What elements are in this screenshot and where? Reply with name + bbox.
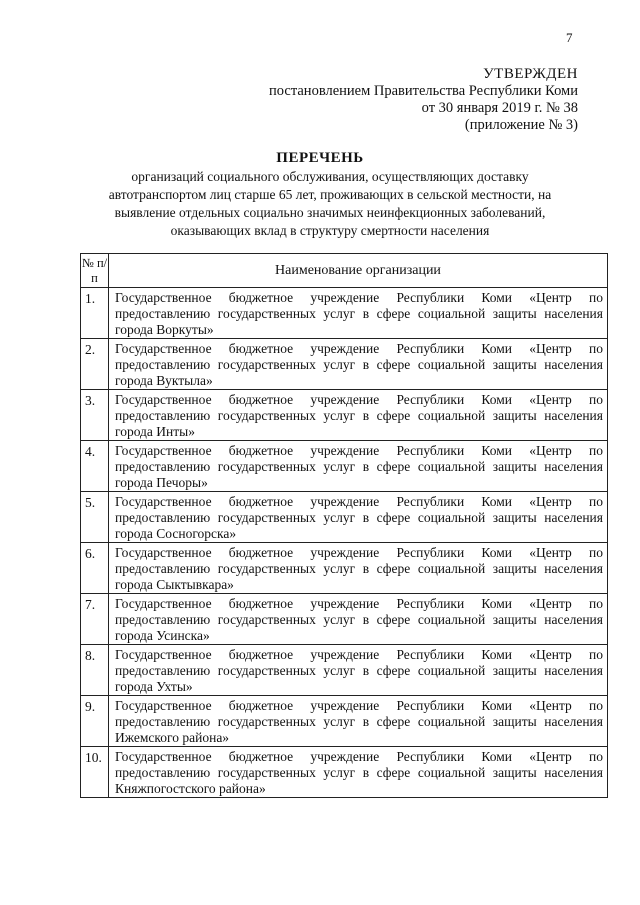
table-row <box>81 441 608 492</box>
table-row <box>81 594 608 645</box>
list-subtitle: организаций социального обслуживания, осуществляющих доставку автотранспортом лиц старше 65 лет, проживающих в сельской местности, на выявление отдельных социально значимых неинфекционных заболеваний, оказывающих вклад в структуру смертности населения <box>108 169 552 238</box>
row-number: 5. <box>81 492 109 543</box>
organization-name: Государственное бюджетное учреждение Республики Коми «Центр по предоставлению государственных услуг в сфере социальной защиты населения города Усинска» <box>109 594 608 645</box>
approval-decree: постановлением Правительства Республики Коми <box>269 83 578 99</box>
organization-name: Государственное бюджетное учреждение Республики Коми «Центр по предоставлению государственных услуг в сфере социальной защиты населения Ижемского района» <box>109 696 608 747</box>
approval-title: УТВЕРЖДЕН <box>483 66 578 82</box>
organization-name: Государственное бюджетное учреждение Республики Коми «Центр по предоставлению государственных услуг в сфере социальной защиты населения города Сыктывкара» <box>109 543 608 594</box>
row-number: 6. <box>81 543 109 594</box>
approval-appendix: (приложение № 3) <box>464 117 578 133</box>
page-number: 7 <box>566 30 573 45</box>
row-number: 1. <box>81 288 109 339</box>
table-row <box>81 288 608 339</box>
organization-name: Государственное бюджетное учреждение Республики Коми «Центр по предоставлению государственных услуг в сфере социальной защиты населения города Инты» <box>109 390 608 441</box>
list-title: ПЕРЕЧЕНЬ <box>276 150 364 166</box>
organization-name: Государственное бюджетное учреждение Республики Коми «Центр по предоставлению государственных услуг в сфере социальной защиты населения Княжпогостского района» <box>109 747 608 798</box>
row-number: 3. <box>81 390 109 441</box>
organizations-table <box>80 253 608 798</box>
organization-name: Государственное бюджетное учреждение Республики Коми «Центр по предоставлению государственных услуг в сфере социальной защиты населения города Сосногорска» <box>109 492 608 543</box>
row-number: 9. <box>81 696 109 747</box>
organization-name: Государственное бюджетное учреждение Республики Коми «Центр по предоставлению государственных услуг в сфере социальной защиты населения города Печоры» <box>109 441 608 492</box>
approval-block <box>269 66 578 134</box>
row-number: 7. <box>81 594 109 645</box>
header-number: № п/п <box>81 254 109 288</box>
row-number: 2. <box>81 339 109 390</box>
row-number: 4. <box>81 441 109 492</box>
row-number: 8. <box>81 645 109 696</box>
table-row <box>81 390 608 441</box>
organization-name: Государственное бюджетное учреждение Республики Коми «Центр по предоставлению государственных услуг в сфере социальной защиты населения города Вуктыла» <box>109 339 608 390</box>
row-number: 10. <box>81 747 109 798</box>
table-row <box>81 492 608 543</box>
table-row <box>81 747 608 798</box>
table-header-row <box>81 254 608 288</box>
table-row <box>81 543 608 594</box>
table-row <box>81 696 608 747</box>
approval-date: от 30 января 2019 г. № 38 <box>421 100 578 116</box>
table-row <box>81 645 608 696</box>
organization-name: Государственное бюджетное учреждение Республики Коми «Центр по предоставлению государственных услуг в сфере социальной защиты населения города Воркуты» <box>109 288 608 339</box>
table-row <box>81 339 608 390</box>
organization-name: Государственное бюджетное учреждение Республики Коми «Центр по предоставлению государственных услуг в сфере социальной защиты населения города Ухты» <box>109 645 608 696</box>
header-organization-name: Наименование организации <box>109 254 608 288</box>
